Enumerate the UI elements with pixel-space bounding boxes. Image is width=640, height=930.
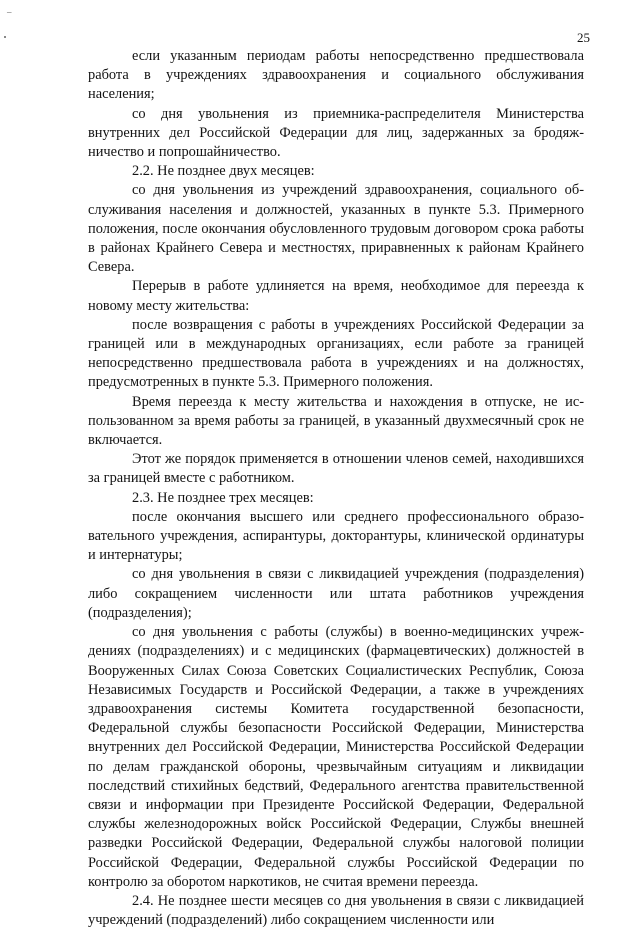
section-heading-2-2: 2.2. Не позднее двух месяцев: (132, 163, 315, 180)
paragraph-graduation: после окончания высшего или среднего профессионального образовательного учреждения, аспирантуры, докторантуры, клинической ординатуры и интернатуры; (88, 508, 584, 564)
section-heading-2-3: 2.3. Не позднее трех месяцев: (132, 489, 314, 506)
page-number: 25 (577, 30, 590, 45)
body-text (88, 47, 584, 930)
paragraph-return-from-abroad: после возвращения с работы в учреждениях Российской Федерации за границей или в международных организациях, если работе за границей непосредственно предшествовала работа в учреждениях и на должностях, предусмотренных в пункте 5.3. Примерного положения. (88, 316, 584, 391)
paragraph-liquidation: со дня увольнения в связи с ликвидацией учреждения (подразделения) либо сокращением численности или штата работников учреждения (подразделения); (88, 566, 584, 621)
scan-speck (4, 36, 6, 38)
paragraph-family-members: Этот же порядок применяется в отношении членов семей, находившихся за границей вместе с работником. (88, 451, 584, 487)
paragraph-travel-time: Время переезда к месту жительства и нахождения в отпуске, не использованном за время работы за границей, в указанный двухмесячный срок не включается. (88, 393, 584, 449)
paragraph-military-medical: со дня увольнения с работы (службы) в военно-медицинских учреждениях (подразделениях) и с медицинских (фармацевтических) должностей в Вооруженных Силах Союза Советских Социалистических Республик, Союза Независимых Государств и Российской Федерации, а также в учреждениях здравоохранения системы Комитета государственной безопасности, Федеральной службы безопасности Российской Федерации, Министерства внутренних дел Российской Федерации, Министерства Российской Федерации по делам гражданской обороны, чрезвычайным ситуациям и ликвидации последствий стихийных бедствий, Федерального агентства правительственной связи и информации при Президенте Российской Федерации, Федеральной службы железнодорожных войск Российской Федерации, Службы внешней разведки Российской Федерации, Федеральной службы налоговой полиции Российской Федерации, Федеральной службы Российской Федерации по контролю за оборотом наркотиков, не считая времени переезда. (88, 624, 584, 890)
section-2-4-start: 2.4. Не позднее шести месяцев со дня увольнения в связи с ликвидацией учреждений (подразделений) либо сокращением численности или (88, 892, 584, 929)
paragraph-far-north: со дня увольнения из учреждений здравоохранения, социального обслуживания населения и должностей, указанных в пункте 5.3. Примерного положения, после окончания обусловленного трудовым договором срока работы в районах Крайнего Севера и местностях, приравненных к районам Крайнего Севера. (88, 182, 584, 276)
scan-corner-mark: – (7, 7, 12, 17)
paragraph-break-extension: Перерыв в работе удлиняется на время, необходимое для переезда к новому месту жительства: (88, 278, 584, 314)
paragraph-continuation-healthcare: если указанным периодам работы непосредственно предшествовала работа в учреждениях здравоохранения и социального обслуживания населения; (88, 48, 584, 103)
paragraph-reception-center: со дня увольнения из приемника-распределителя Министерства внутренних дел Российской Федерации для лиц, задержанных за бродяжничество и попрошайничество. (88, 105, 584, 161)
